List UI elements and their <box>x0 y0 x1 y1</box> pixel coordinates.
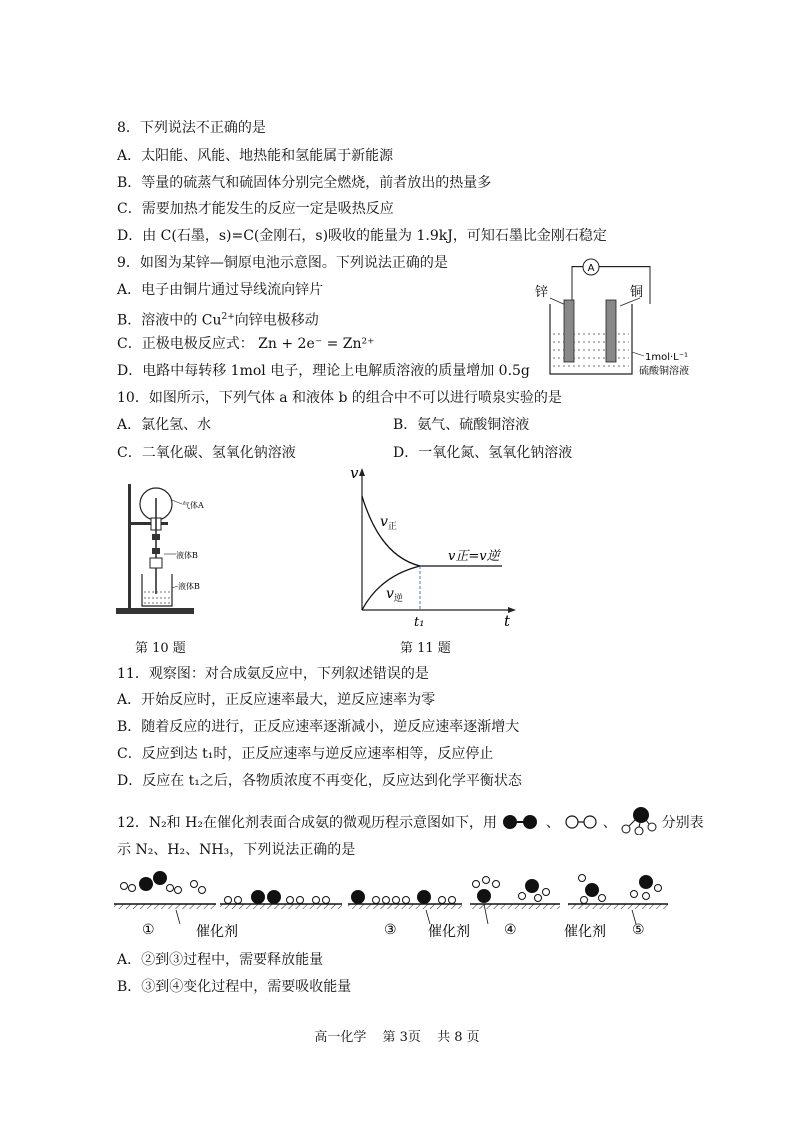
q10-stem: 10．如图所示，下列气体 a 和液体 b 的组合中不可以进行喷泉实验的是 <box>117 390 562 406</box>
gas-label: 气体A <box>182 501 204 510</box>
q9-option-c: C．正极电极反应式： Zn + 2e⁻ = Zn²⁺ <box>117 336 375 352</box>
step-3-label: ③ <box>384 922 397 938</box>
n2-molecule-icon <box>501 814 541 830</box>
x-axis-label: t <box>504 612 511 630</box>
q8-option-b: B．等量的硫蒸气和硫固体分别完全燃烧，前者放出的热量多 <box>117 175 492 191</box>
liquid-b-label-1: 液体B <box>176 551 198 560</box>
q8-option-a: A．太阳能、风能、地热能和氢能属于新能源 <box>117 148 394 164</box>
beaker <box>142 574 172 606</box>
catalyst-label-2: 催化剂 <box>428 924 470 940</box>
q11-option-d: D．反应在 t₁之后，各物质浓度不再变化，反应达到化学平衡状态 <box>117 773 522 789</box>
footer-page: 第 3页 <box>382 1030 421 1045</box>
liquid-b-label-2: 液体B <box>178 582 200 591</box>
q10-option-b: B．氨气、硫酸铜溶液 <box>393 417 530 433</box>
stage-5-molecules <box>579 875 662 904</box>
q10-option-d: D．一氧化氮、氢氧化钠溶液 <box>393 445 573 461</box>
q11-option-a: A．开始反应时，正反应速率最大，逆反应速率为零 <box>117 692 436 708</box>
q9-option-b: B．溶液中的 $Cu^{2+}$向锌电极移动 <box>117 312 319 329</box>
q11-caption: 第 11 题 <box>400 641 451 656</box>
galvanic-cell-figure <box>528 256 708 382</box>
q10-option-c: C．二氧化碳、氢氧化钠溶液 <box>117 445 296 461</box>
dropper <box>150 558 162 568</box>
q12-option-b: B．③到④变化过程中，需要吸收能量 <box>117 979 352 995</box>
q9-option-a: A．电子由铜片通过导线流向锌片 <box>117 282 324 298</box>
zinc-electrode <box>564 300 574 362</box>
v-reverse-label: $v_逆$ <box>386 586 403 604</box>
v-forward-label: $v_正$ <box>380 514 397 532</box>
footer-total: 共 8 页 <box>437 1030 480 1045</box>
stage-4-molecules <box>473 877 550 904</box>
catalyst-label-1: 催化剂 <box>196 924 238 940</box>
q10-option-a: A．氯化氢、水 <box>117 417 212 433</box>
catalyst-surface <box>114 904 668 909</box>
zinc-label: 锌 <box>535 285 549 300</box>
rate-time-graph <box>340 466 530 630</box>
q11-option-b: B．随着反应的进行，正反应速率逐渐减小，逆反应速率逐渐增大 <box>117 719 520 735</box>
step-4-label: ④ <box>504 922 517 938</box>
q8-option-c: C．需要加热才能发生的反应一定是吸热反应 <box>117 201 394 217</box>
q8-stem: 8．下列说法不正确的是 <box>117 120 266 136</box>
q11-option-c: C．反应到达 t₁时，正反应速率与逆反应速率相等，反应停止 <box>117 746 494 762</box>
catalyst-label-3: 催化剂 <box>564 924 606 940</box>
equal-rate-label: v正=v逆 <box>448 549 500 564</box>
q12-stem-line1: 12．N₂和 H₂在催化剂表面合成氨的微观历程示意图如下，用 、 、 分别表 <box>117 805 704 835</box>
q12-option-a: A．②到③过程中，需要释放能量 <box>117 952 324 968</box>
page-footer <box>0 1026 794 1045</box>
y-axis-label: v <box>350 466 359 482</box>
step-5-label: ⑤ <box>632 922 645 938</box>
nh3-molecule-icon <box>621 805 657 835</box>
q9-stem: 9．如图为某锌—铜原电池示意图。下列说法正确的是 <box>117 255 448 271</box>
stage-2-molecules <box>225 890 330 904</box>
q9-option-d: D．电路中每转移 1mol 电子，理论上电解质溶液的质量增加 0.5g <box>117 363 530 379</box>
ammeter-label: A <box>587 263 595 274</box>
fountain-apparatus-figure <box>112 474 232 620</box>
q12-stem-line2: 示 N₂、H₂、NH₃，下列说法正确的是 <box>117 842 356 858</box>
solution-label: 硫酸铜溶液 <box>639 366 689 377</box>
copper-electrode <box>606 300 616 362</box>
stage-3-atoms <box>351 890 456 904</box>
stand-base <box>116 608 194 614</box>
h2-molecule-icon <box>564 814 598 830</box>
copper-label: 铜 <box>630 285 644 300</box>
step-1-label: ① <box>142 922 155 938</box>
q11-stem: 11．观察图：对合成氨反应中，下列叙述错误的是 <box>117 666 429 682</box>
stage-1-molecules <box>121 871 206 894</box>
catalyst-process-figure <box>112 866 682 944</box>
q10-caption: 第 10 题 <box>135 641 186 656</box>
q8-option-d: D．由 C(石墨，s)=C(金刚石，s)吸收的能量为 1.9kJ，可知石墨比金刚石稳定 <box>117 228 607 244</box>
concentration-label: 1mol·L⁻¹ <box>645 352 689 363</box>
t1-label: t₁ <box>414 615 425 630</box>
footer-subject: 高一化学 <box>314 1030 367 1045</box>
